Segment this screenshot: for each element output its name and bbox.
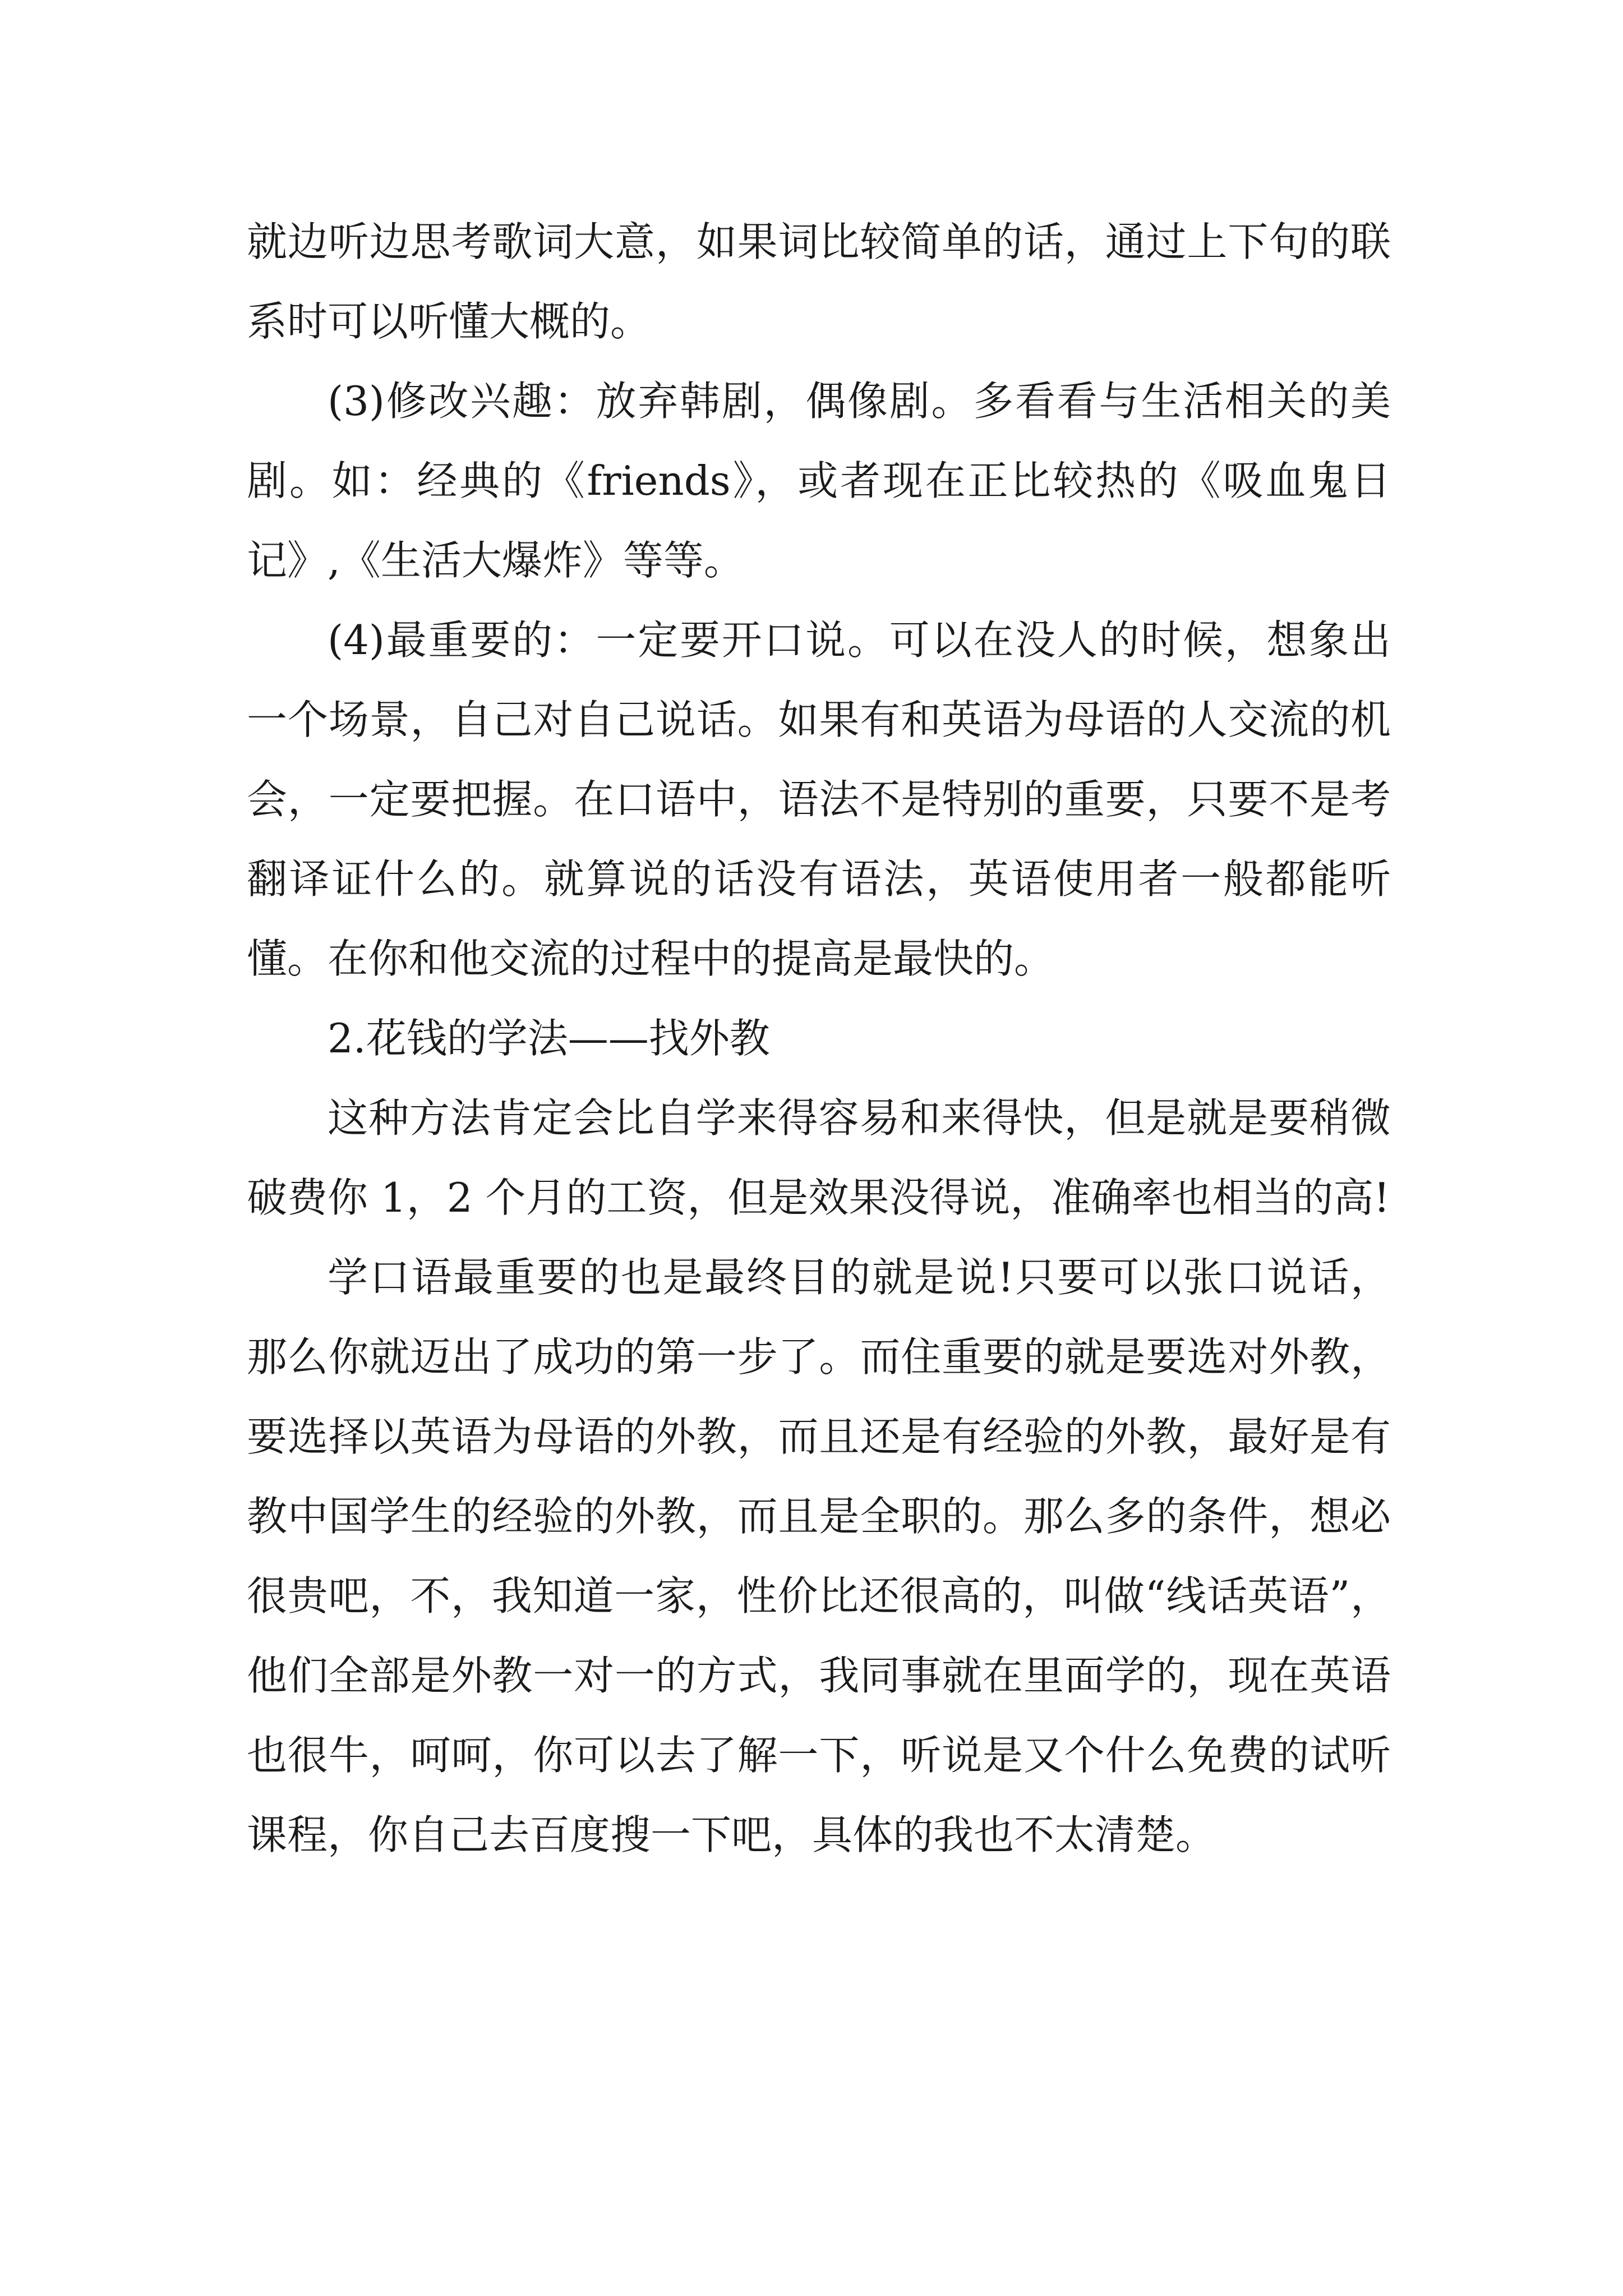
paragraph-speak-out: (4)最重要的：一定要开口说。可以在没人的时候，想象出一个场景，自己对自己说话。如果有和英语为母语的人交流的机会，一定要把握。在口语中，语法不是特别的重要，只要不是考翻译证什么的。就算说的话没有语法，英语使用者一般都能听懂。在你和他交流的过程中的提高是最快的。 <box>247 616 1391 982</box>
paragraph-change-interest: (3)修改兴趣：放弃韩剧，偶像剧。多看看与生活相关的美剧。如：经典的《friends》，或者现在正比较热的《吸血鬼日记》,《生活大爆炸》等等。 <box>247 378 1391 584</box>
document-body <box>247 202 1391 1875</box>
paragraph-choose-teacher: 学口语最重要的也是最终目的就是说!只要可以张口说话，那么你就迈出了成功的第一步了。而住重要的就是要选对外教，要选择以英语为母语的外教，而且还是有经验的外教，最好是有教中国学生的经验的外教，而且是全职的。那么多的条件，想必很贵吧，不，我知道一家，性价比还很高的，叫做“线话英语”，他们全部是外教一对一的方式，我同事就在里面学的，现在英语也很牛，呵呵，你可以去了解一下，听说是又个什么免费的试听课程，你自己去百度搜一下吧，具体的我也不太清楚。 <box>247 1254 1391 1858</box>
paragraph-method-cost: 这种方法肯定会比自学来得容易和来得快，但是就是要稍微破费你 1，2 个月的工资，但是效果没得说，准确率也相当的高! <box>247 1094 1391 1221</box>
section-heading-foreign-teacher: 2.花钱的学法——找外教 <box>328 1015 770 1062</box>
paragraph-lyrics-tip: 就边听边思考歌词大意，如果词比较简单的话，通过上下句的联系时可以听懂大概的。 <box>247 218 1391 345</box>
